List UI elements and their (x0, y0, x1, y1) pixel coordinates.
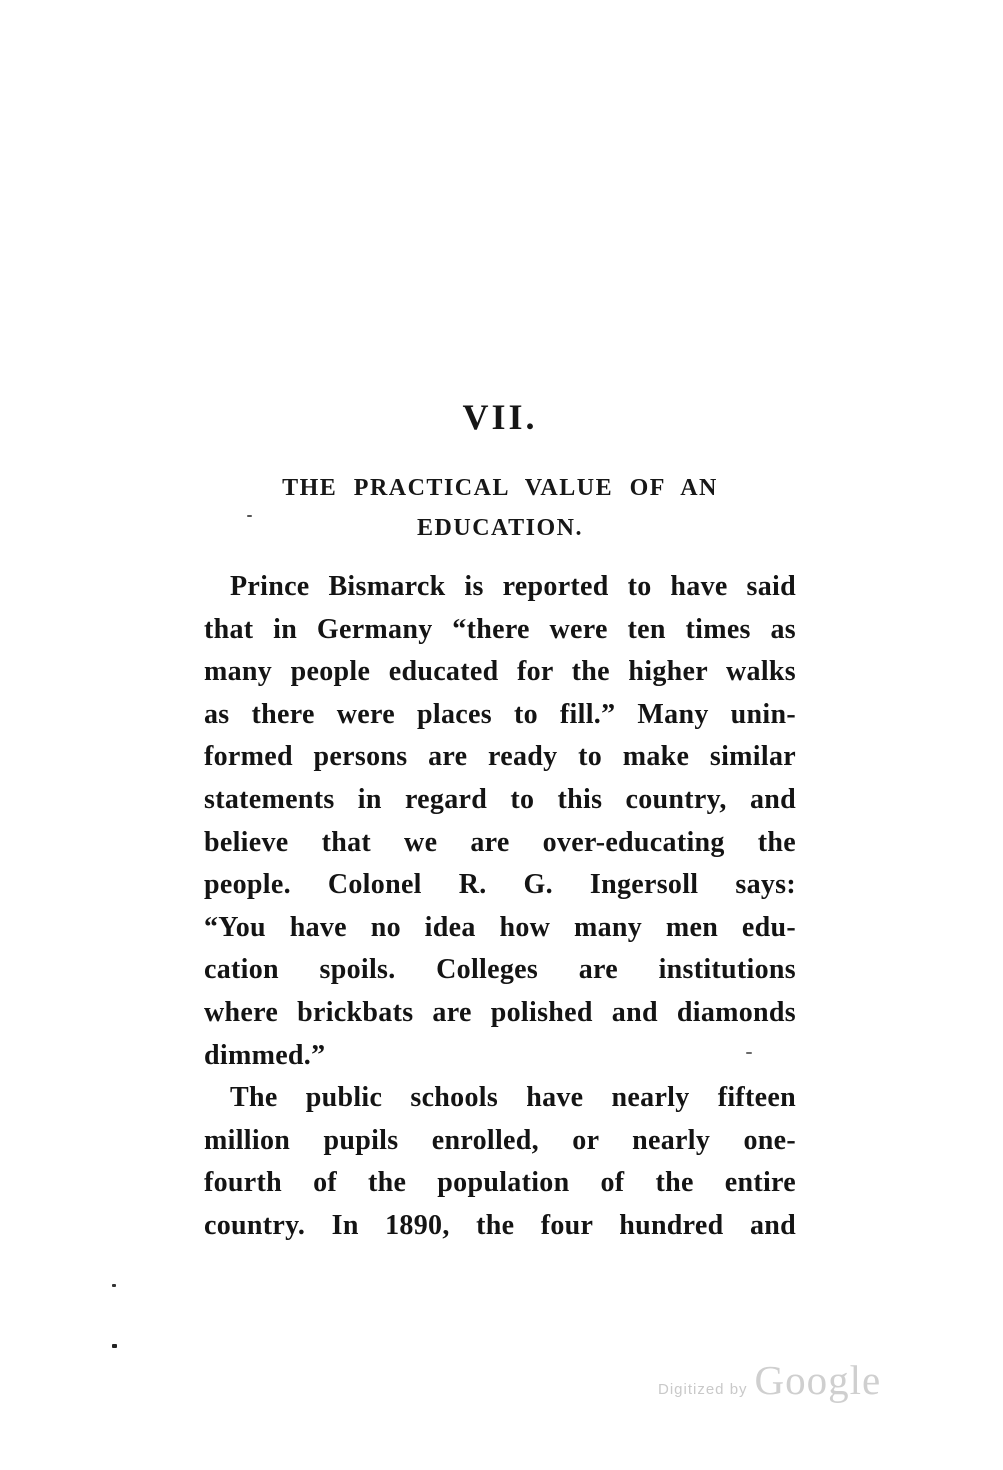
text-line: statements in regard to this country, and (204, 783, 796, 815)
text-line: million pupils enrolled, or nearly one- (204, 1124, 796, 1156)
scan-speck (112, 1284, 116, 1287)
scan-speck (746, 1052, 752, 1054)
text-line: many people educated for the higher walks (204, 656, 796, 688)
text-line: as there were places to fill.” Many unin- (204, 698, 796, 730)
chapter-title-line-2: EDUCATION. (417, 515, 583, 541)
scan-speck (247, 515, 252, 517)
text-line: formed persons are ready to make similar (204, 741, 796, 773)
text-line: believe that we are over-educating the (204, 826, 796, 858)
text-line: people. Colonel R. G. Ingersoll says: (204, 869, 796, 901)
text-line: country. In 1890, the four hundred and (204, 1209, 796, 1241)
watermark-prefix: Digitized by (658, 1381, 748, 1398)
chapter-title-line-1: THE PRACTICAL VALUE OF AN (282, 475, 718, 501)
digitized-by-google-watermark (658, 1356, 881, 1404)
text-line: dimmed.” (204, 1039, 326, 1071)
text-line: where brickbats are polished and diamonds (204, 996, 796, 1028)
text-line: The public schools have nearly fifteen (230, 1082, 796, 1114)
scan-speck (112, 1344, 117, 1348)
text-line: that in Germany “there were ten times as (204, 613, 796, 645)
text-line: “You have no idea how many men edu- (204, 911, 796, 943)
body-text (204, 566, 796, 1248)
chapter-number: VII. (462, 397, 538, 437)
text-line: Prince Bismarck is reported to have said (230, 571, 796, 602)
chapter-title (205, 468, 795, 548)
google-logo-text: Google (754, 1357, 882, 1403)
text-line: cation spoils. Colleges are institutions (204, 954, 796, 986)
text-line: fourth of the population of the entire (204, 1167, 796, 1199)
